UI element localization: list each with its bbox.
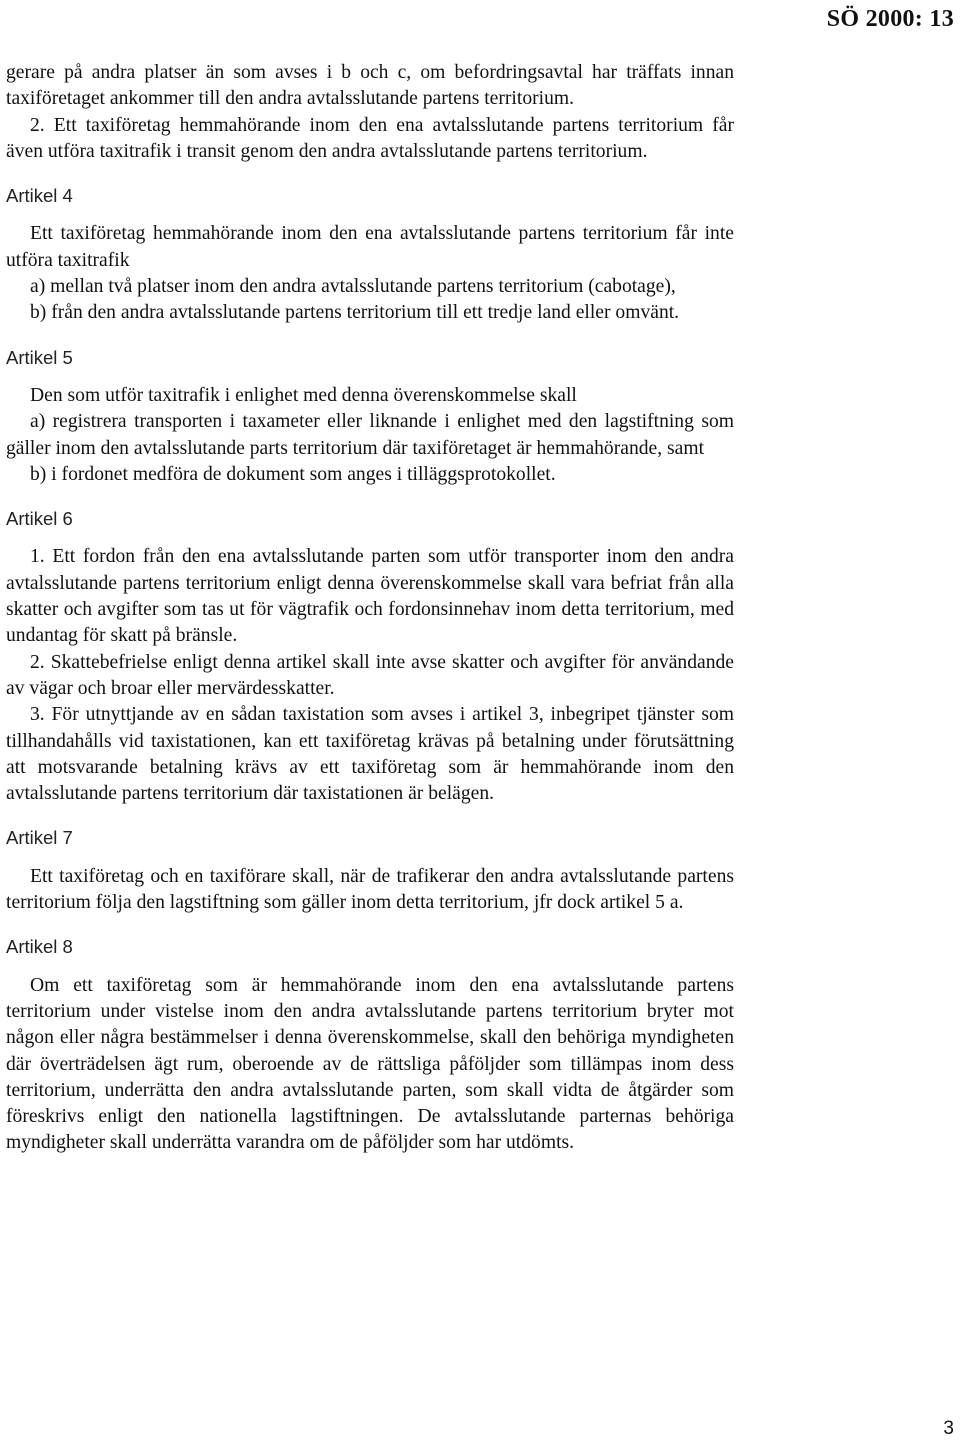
article-6-heading: Artikel 6 [6, 508, 73, 530]
document-series-number: SÖ 2000: 13 [826, 6, 954, 32]
article-5-paragraph-1: Den som utför taxitrafik i enlighet med denna överenskommelse skall [30, 384, 577, 406]
article-6-paragraph-2: 2. Skattebefrielse enligt denna artikel skall inte avse skatter och avgifter för användande av vägar och broar eller mervärdesskatter. [6, 651, 734, 699]
article-4-heading: Artikel 4 [6, 185, 73, 207]
article-8-heading: Artikel 8 [6, 936, 73, 958]
article-5-paragraph-2: a) registrera transporten i taxameter eller liknande i enlighet med den lagstiftning som gäller inom den avtalsslutande parts territorium där taxiföretaget är hemmahörande, samt [6, 411, 734, 459]
article-7-heading: Artikel 7 [6, 827, 73, 849]
article-8-paragraph-1: Om ett taxiföretag som är hemmahörande inom den ena avtalsslutande partens territorium under vistelse inom den andra avtalsslutande partens territorium bryter mot någon eller några bestämmelser i denna överenskommelse, skall den behöriga myndigheten där överträdelsen ägt rum, oberoende av de rättsliga påföljder som tillämpas inom dess territorium, underrätta den andra avtalsslutande parten, som skall vidta de åtgärder som föreskrivs enligt den nationella lagstiftningen. De avtalsslutande parternas behöriga myndigheter skall underrätta varandra om de påföljder som har utdömts. [6, 974, 734, 1154]
article-6-paragraph-1: 1. Ett fordon från den ena avtalsslutande parten som utför transporter inom den andra avtalsslutande partens territorium enligt denna överenskommelse skall vara befriat från alla skatter och avgifter som tas ut för vägtrafik och fordonsinnehav inom detta territorium, med undantag för skatt på bränsle. [6, 546, 734, 647]
article-4-paragraph-1: Ett taxiföretag hemmahörande inom den ena avtalsslutande partens territorium får inte utföra taxitrafik [6, 223, 734, 271]
article-4-paragraph-3: b) från den andra avtalsslutande partens territorium till ett tredje land eller omvänt. [30, 302, 680, 324]
document-body [6, 60, 734, 1157]
article-5-heading: Artikel 5 [6, 346, 73, 368]
article-7-paragraph-1: Ett taxiföretag och en taxiförare skall, när de trafikerar den andra avtalsslutande partens territorium följa den lagstiftning som gäller inom detta territorium, jfr dock artikel 5 a. [6, 865, 734, 914]
page-number: 3 [943, 1418, 954, 1439]
intro-paragraph-2: 2. Ett taxiföretag hemmahörande inom den ena avtalsslutande partens territorium får även utföra taxitrafik i transit genom den andra avtalsslutande partens territorium. [6, 114, 734, 162]
article-4-paragraph-2: a) mellan två platser inom den andra avtalsslutande partens territorium (cabotage), [30, 276, 676, 298]
article-5-paragraph-3: b) i fordonet medföra de dokument som anges i tilläggsprotokollet. [30, 463, 556, 485]
intro-continuation-paragraph: gerare på andra platser än som avses i b och c, om befordringsavtal har träffats innan taxiföretaget ankommer till den andra avtalsslutande partens territorium. [6, 62, 734, 110]
article-6-paragraph-3: 3. För utnyttjande av en sådan taxistation som avses i artikel 3, inbegripet tjänster som tillhandahålls vid taxistationen, kan ett taxiföretag krävas på betalning under förutsättning att motsvarande betalning krävs av ett taxiföretag som är hemmahörande inom den avtalsslutande partens territorium där taxistationen är belägen. [6, 704, 734, 805]
